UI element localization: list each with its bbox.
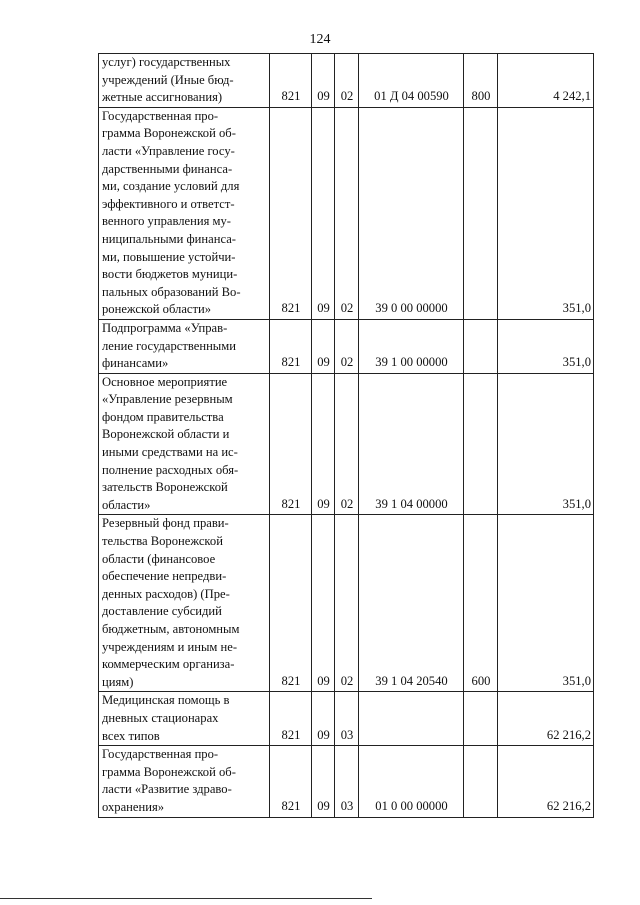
amount-cell: 62 216,2 [498, 746, 594, 817]
item-name-line: коммерческим организа- [102, 657, 235, 672]
vr-code-cell [464, 107, 498, 319]
vr-code-cell [464, 373, 498, 515]
item-name-line: доставление субсидий [102, 604, 222, 619]
item-name-line: ниципальными финанса- [102, 231, 236, 246]
pr-code-cell: 02 [335, 373, 359, 515]
item-name-line: денных расходов) (Пре- [102, 586, 230, 601]
item-name-line: жетные ассигнования) [102, 90, 223, 105]
gr-code-cell: 821 [270, 319, 312, 373]
item-name-line: ми, повышение устойчи- [102, 249, 236, 264]
table-row [99, 515, 594, 692]
gr-code-cell: 821 [270, 373, 312, 515]
table-row [99, 319, 594, 373]
item-name-cell [99, 319, 270, 373]
item-name-line: Государственная про- [102, 747, 219, 762]
item-name-line: фондом правительства [102, 409, 224, 424]
pr-code-cell: 02 [335, 54, 359, 108]
item-name-line: тельства Воронежской [102, 534, 223, 549]
gr-code-cell: 821 [270, 692, 312, 746]
vr-code-cell [464, 692, 498, 746]
csr-code-cell: 39 1 04 20540 [359, 515, 464, 692]
item-name-line: Воронежской области и [102, 427, 230, 442]
item-name-line: Резервный фонд прави- [102, 516, 229, 531]
item-name-line: обеспечение непредви- [102, 569, 227, 584]
gr-code-cell: 821 [270, 54, 312, 108]
item-name-cell [99, 54, 270, 108]
amount-cell: 62 216,2 [498, 692, 594, 746]
pr-code-cell: 02 [335, 319, 359, 373]
gr-code-cell: 821 [270, 515, 312, 692]
item-name-line: Подпрограмма «Управ- [102, 320, 228, 335]
budget-table [98, 53, 594, 818]
item-name-line: Основное мероприятие [102, 374, 228, 389]
page-number: 124 [309, 32, 331, 47]
csr-code-cell [359, 692, 464, 746]
csr-code-cell: 39 1 00 00000 [359, 319, 464, 373]
amount-cell: 4 242,1 [498, 54, 594, 108]
item-name-line: ление государственными [102, 338, 236, 353]
rz-code-cell: 09 [312, 373, 335, 515]
rz-code-cell: 09 [312, 54, 335, 108]
item-name-line: учреждений (Иные бюд- [102, 72, 234, 87]
vr-code-cell [464, 746, 498, 817]
table-row [99, 746, 594, 817]
item-name-line: дарственными финанса- [102, 161, 233, 176]
rz-code-cell: 09 [312, 319, 335, 373]
item-name-line: Государственная про- [102, 108, 219, 123]
csr-code-cell: 39 0 00 00000 [359, 107, 464, 319]
item-name-line: услуг) государственных [102, 55, 231, 69]
item-name-line: грамма Воронежской об- [102, 764, 236, 779]
item-name-line: ласти «Развитие здраво- [102, 782, 232, 797]
item-name-cell [99, 107, 270, 319]
pr-code-cell: 03 [335, 746, 359, 817]
item-name-line: эффективного и ответст- [102, 196, 235, 211]
rz-code-cell: 09 [312, 515, 335, 692]
item-name-line: Медицинская помощь в [102, 693, 230, 708]
vr-code-cell: 600 [464, 515, 498, 692]
item-name-line: всех типов [102, 728, 160, 743]
item-name-cell [99, 692, 270, 746]
amount-cell: 351,0 [498, 319, 594, 373]
item-name-line: иными средствами на ис- [102, 445, 238, 460]
rz-code-cell: 09 [312, 107, 335, 319]
item-name-line: учреждениям и иным не- [102, 639, 238, 654]
rz-code-cell: 09 [312, 692, 335, 746]
item-name-line: области (финансовое [102, 551, 216, 566]
item-name-line: бюджетным, автономным [102, 622, 240, 636]
item-name-line: области» [102, 497, 151, 512]
item-name-line: грамма Воронежской об- [102, 126, 236, 141]
pr-code-cell: 03 [335, 692, 359, 746]
csr-code-cell: 01 0 00 00000 [359, 746, 464, 817]
csr-code-cell: 39 1 04 00000 [359, 373, 464, 515]
vr-code-cell: 800 [464, 54, 498, 108]
item-name-line: ми, создание условий для [102, 179, 240, 194]
footer-rule [0, 898, 372, 899]
item-name-line: «Управление резервным [102, 392, 233, 407]
item-name-line: циям) [102, 674, 134, 689]
item-name-line: венного управления му- [102, 214, 231, 229]
amount-cell: 351,0 [498, 373, 594, 515]
table-row [99, 54, 594, 108]
item-name-cell [99, 373, 270, 515]
gr-code-cell: 821 [270, 746, 312, 817]
gr-code-cell: 821 [270, 107, 312, 319]
item-name-line: дневных стационарах [102, 710, 219, 725]
table-body [99, 54, 594, 818]
item-name-line: зательств Воронежской [102, 480, 228, 495]
item-name-line: вости бюджетов муници- [102, 267, 238, 282]
item-name-line: полнение расходных обя- [102, 462, 239, 477]
item-name-line: ласти «Управление госу- [102, 143, 235, 158]
amount-cell: 351,0 [498, 107, 594, 319]
item-name-line: пальных образований Во- [102, 284, 241, 299]
pr-code-cell: 02 [335, 107, 359, 319]
vr-code-cell [464, 319, 498, 373]
csr-code-cell: 01 Д 04 00590 [359, 54, 464, 108]
rz-code-cell: 09 [312, 746, 335, 817]
table-row [99, 373, 594, 515]
table-row [99, 692, 594, 746]
item-name-cell [99, 746, 270, 817]
table-row [99, 107, 594, 319]
item-name-cell [99, 515, 270, 692]
item-name-line: финансами» [102, 356, 169, 371]
amount-cell: 351,0 [498, 515, 594, 692]
item-name-line: ронежской области» [102, 302, 212, 317]
item-name-line: охранения» [102, 799, 165, 814]
pr-code-cell: 02 [335, 515, 359, 692]
